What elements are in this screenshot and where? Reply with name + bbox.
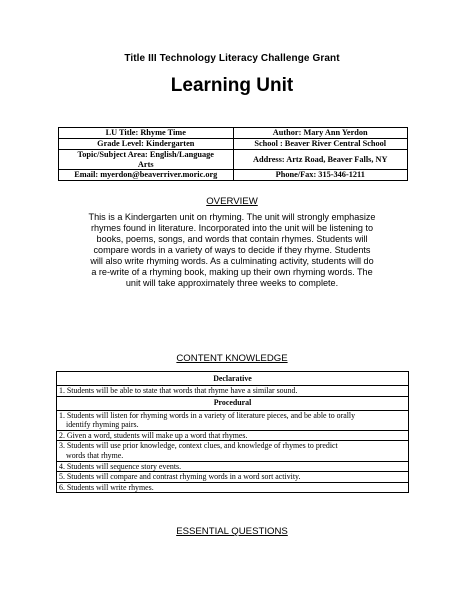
info-row <box>59 150 408 170</box>
overview-line: rhymes found in literature. Incorporated into the unit will be listening to <box>90 223 374 233</box>
procedural-item <box>57 410 409 430</box>
phone-fax-cell: Phone/Fax: 315-346-1211 <box>233 170 408 181</box>
overview-line: compare words in a variety of ways to decide if they rhyme. Students <box>93 245 371 255</box>
overview-paragraph <box>66 212 398 289</box>
table-row <box>57 396 409 410</box>
school-cell: School : Beaver River Central School <box>233 139 408 150</box>
procedural-item: 4. Students will sequence story events. <box>57 461 409 472</box>
author-cell: Author: Mary Ann Yerdon <box>233 128 408 139</box>
overview-line: This is a Kindergarten unit on rhyming. The unit will strongly emphasize <box>88 212 376 222</box>
table-row <box>57 472 409 483</box>
email-cell: Email: myerdon@beaverriver.moric.org <box>59 170 234 181</box>
declarative-header: Declarative <box>57 372 409 386</box>
content-knowledge-heading: CONTENT KNOWLEDGE <box>176 353 288 364</box>
procedural-item-line: 3. Students will use prior knowledge, context clues, and knowledge of rhymes to predict <box>59 441 338 451</box>
table-row <box>57 430 409 441</box>
info-row <box>59 139 408 150</box>
procedural-item: 2. Given a word, students will make up a word that rhymes. <box>57 430 409 441</box>
overview-line: unit will take approximately three weeks to complete. <box>125 278 339 288</box>
table-row <box>57 461 409 472</box>
procedural-header: Procedural <box>57 396 409 410</box>
table-row <box>57 372 409 386</box>
procedural-item-line: words that rhyme. <box>66 450 124 460</box>
topic-line-1: Topic/Subject Area: English/Language <box>77 150 214 159</box>
info-row <box>59 170 408 181</box>
table-row <box>57 386 409 397</box>
essential-questions-heading: ESSENTIAL QUESTIONS <box>176 526 288 537</box>
overview-line: books, poems, songs, and words that contain rhymes. Students will <box>96 234 368 244</box>
topic-line-2: Arts <box>137 159 154 169</box>
info-row <box>59 128 408 139</box>
address-cell: Address: Artz Road, Beaver Falls, NY <box>233 150 408 170</box>
overview-heading: OVERVIEW <box>206 196 258 207</box>
procedural-item: 5. Students will compare and contrast rhyming words in a word sort activity. <box>57 472 409 483</box>
declarative-item: 1. Students will be able to state that words that rhyme have a similar sound. <box>57 386 409 397</box>
procedural-item <box>57 441 409 461</box>
table-row <box>57 410 409 430</box>
table-row <box>57 482 409 493</box>
content-knowledge-table <box>56 371 409 493</box>
procedural-item: 6. Students will write rhymes. <box>57 482 409 493</box>
overview-line: a re-write of a rhyming book, making up their own rhyming words. The <box>91 267 373 277</box>
table-row <box>57 441 409 461</box>
procedural-item-line: 1. Students will listen for rhyming words in a variety of literature pieces, and be able to orally <box>59 410 356 420</box>
grant-title: Title III Technology Literacy Challenge Grant <box>124 53 340 64</box>
topic-cell <box>59 150 234 170</box>
unit-title: Learning Unit <box>170 75 294 96</box>
overview-line: will also write rhyming words. As a culminating activity, students will do <box>90 256 374 266</box>
grade-level-cell: Grade Level: Kindergarten <box>59 139 234 150</box>
procedural-item-line: identify rhyming pairs. <box>66 420 139 430</box>
unit-info-table <box>58 127 408 181</box>
lu-title-cell: LU Title: Rhyme Time <box>59 128 234 139</box>
